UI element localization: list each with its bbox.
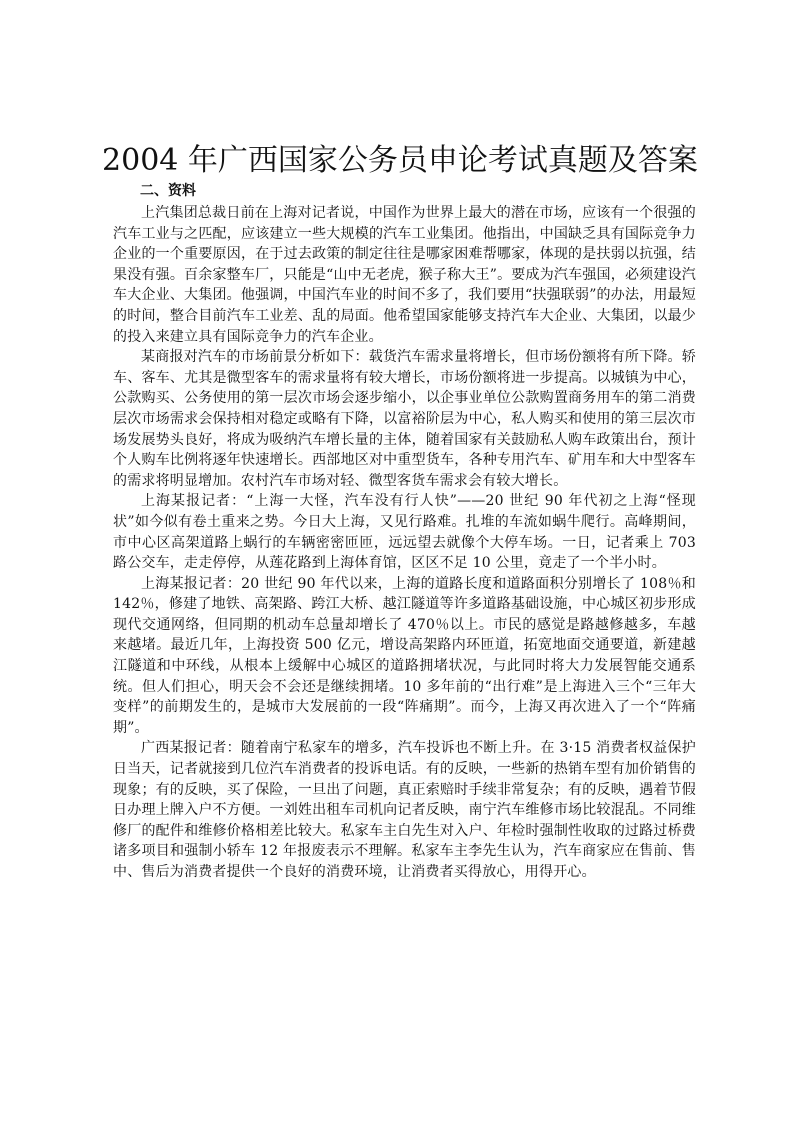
document-body [113, 203, 696, 883]
paragraph-3: 上海某报记者：“上海一大怪，汽车没有行人快”——20 世纪 90 年代初之上海“怪现状”如今似有卷土重来之势。今日大上海，又见行路难。扎堆的车流如蜗牛爬行。高峰期间，市中心区高架道路上蜗行的车辆密密匝匝，远远望去就像个大停车场。一日，记者乘上 703 路公交车，走走停停，从莲花路到上海体育馆，区区不足 10 公里，竟走了一个半小时。 [113, 493, 696, 572]
paragraph-1: 上汽集团总裁日前在上海对记者说，中国作为世界上最大的潜在市场，应该有一个很强的汽车工业与之匹配，应该建立一些大规模的汽车工业集团。他指出，中国缺乏具有国际竞争力企业的一个重要原因，在于过去政策的制定往往是哪家困难帮哪家，体现的是扶弱以抗强，结果没有强。百余家整车厂，只能是“山中无老虎，猴子称大王”。要成为汽车强国，必须建设汽车大企业、大集团。他强调，中国汽车业的时间不多了，我们要用“扶强联弱”的办法，用最短的时间，整合目前汽车工业差、乱的局面。他希望国家能够支持汽车大企业、大集团，以最少的投入来建立具有国际竞争力的汽车企业。 [113, 205, 696, 345]
paragraph-4: 上海某报记者：20 世纪 90 年代以来，上海的道路长度和道路面积分别增长了 108％和 142％，修建了地铁、高架路、跨江大桥、越江隧道等许多道路基础设施，中心城区初步形成现代交通网络，但同期的机动车总量却增长了 470％以上。市民的感觉是路越修越多，车越来越堵。最近几年，上海投资 500 亿元，增设高架路内环匝道，拓宽地面交通要道，新建越江隧道和中环线，从根本上缓解中心城区的道路拥堵状况，与此同时将大力发展智能交通系统。但人们担心，明天会不会还是继续拥堵。10 多年前的“出行难”是上海进入三个“三年大变样”的前期发生的，是城市大发展前的一段“阵痛期”。而今，上海又再次进入了一个“阵痛期”。 [113, 575, 696, 736]
document-title: 2004 年广西国家公务员申论考试真题及答案 [102, 143, 698, 178]
section-heading: 二、资料 [140, 183, 196, 199]
paragraph-5: 广西某报记者：随着南宁私家车的增多，汽车投诉也不断上升。在 3·15 消费者权益保护日当天，记者就接到几位汽车消费者的投诉电话。有的反映，一些新的热销车型有加价销售的现象；有的反映，买了保险，一旦出了问题，真正索赔时手续非常复杂；有的反映，遇着节假日办理上牌入户不方便。一刘姓出租车司机向记者反映，南宁汽车维修市场比较混乱。不同维修厂的配件和维修价格相差比较大。私家车主白先生对入户、年检时强制性收取的过路过桥费诸多项目和强制小轿车 12 年报废表示不理解。私家车主李先生认为，汽车商家应在售前、售中、售后为消费者提供一个良好的消费环境，让消费者买得放心，用得开心。 [113, 740, 696, 880]
paragraph-2: 某商报对汽车的市场前景分析如下：载货汽车需求量将增长，但市场份额将有所下降。轿车、客车、尤其是微型客车的需求量将有较大增长，市场份额将进一步提高。以城镇为中心，公款购买、公务使用的第一层次市场会逐步缩小，以企事业单位公款购置商务用车的第二消费层次市场需求会保持相对稳定或略有下降，以富裕阶层为中心，私人购买和使用的第三层次市场发展势头良好，将成为吸纳汽车增长量的主体，随着国家有关鼓励私人购车政策出台，预计个人购车比例将逐年快速增长。西部地区对中重型货车，各种专用汽车、矿用车和大中型客车的需求将明显增加。农村汽车市场对轻、微型客货车需求会有较大增长。 [113, 349, 696, 489]
